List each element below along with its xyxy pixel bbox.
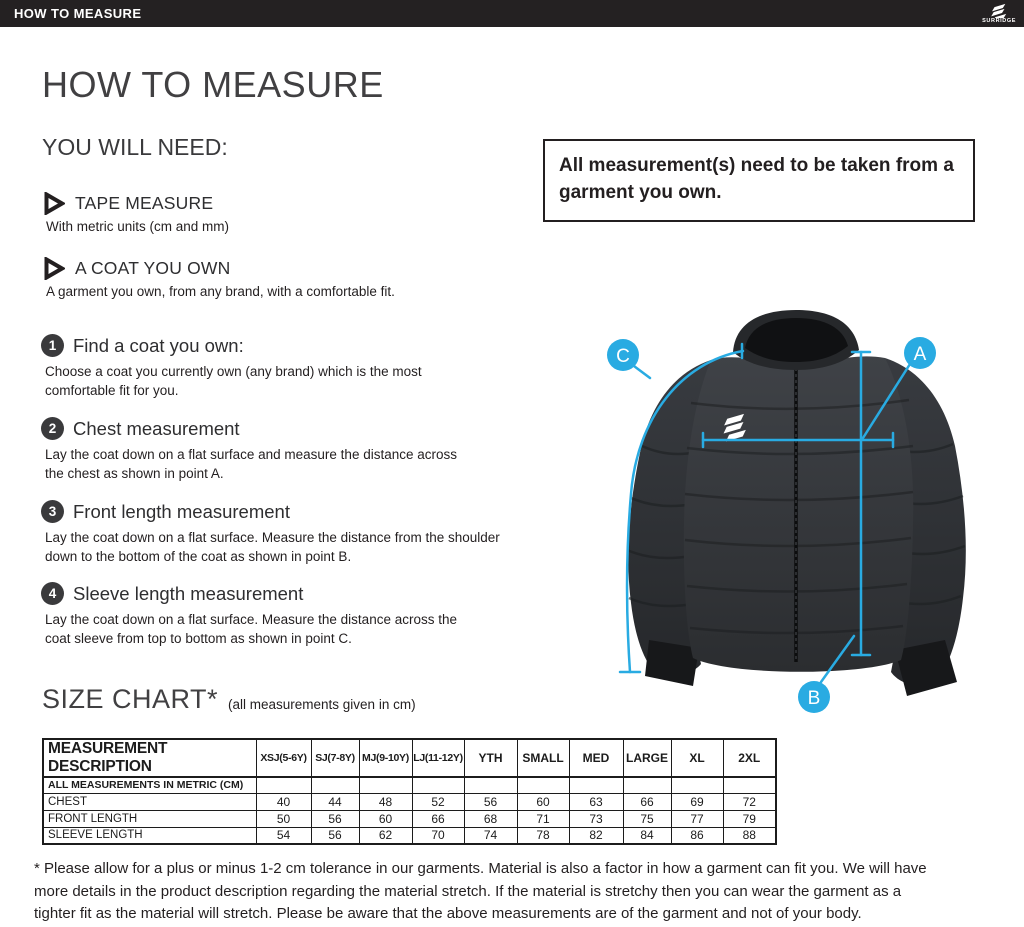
column-header: YTH (464, 739, 517, 777)
step-number-badge: 1 (41, 334, 64, 357)
column-header: SJ(7-8Y) (311, 739, 359, 777)
step-description: Lay the coat down on a flat surface and measure the distance across the chest as shown in point A. (45, 447, 457, 481)
column-header: LJ(11-12Y) (412, 739, 464, 777)
step-4 (41, 582, 521, 648)
table-row-chest: CHEST 40 44 48 52 56 60 63 66 69 72 (43, 793, 776, 810)
you-will-need-heading: YOU WILL NEED: (42, 134, 228, 160)
metric-note: ALL MEASUREMENTS IN METRIC (CM) (43, 777, 256, 793)
pointer-c-line (634, 366, 650, 378)
column-header: MEASUREMENT DESCRIPTION (43, 739, 256, 777)
svg-text:A: A (913, 344, 927, 365)
svg-text:B: B (807, 688, 821, 709)
size-chart-title: SIZE CHART* (42, 684, 219, 714)
triangle-bullet-icon (44, 257, 65, 280)
column-header: MED (569, 739, 623, 777)
step-3 (41, 500, 521, 566)
row-label: SLEEVE LENGTH (43, 827, 256, 844)
need-item-coat (44, 257, 395, 299)
size-chart-table (42, 738, 777, 845)
row-label: FRONT LENGTH (43, 810, 256, 827)
step-number-badge: 2 (41, 417, 64, 440)
tolerance-note: * Please allow for a plus or minus 1-2 cm tolerance in our garments. Material is also a factor in how a garment can fit you. We will have more details in the product description regarding the material stretch. If the material is stretchy then you can wear the garment as a tighter fit as the material will stretch. Please be aware that the above measurements are of the garment and not of your body. (34, 860, 927, 922)
step-2 (41, 417, 521, 483)
point-b-badge (798, 681, 830, 713)
step-title: Find a coat you own: (73, 334, 244, 356)
svg-text:C: C (616, 346, 630, 367)
size-chart-subtitle: (all measurements given in cm) (228, 697, 416, 712)
column-header: LARGE (623, 739, 671, 777)
step-title: Sleeve length measurement (73, 582, 304, 604)
jacket-measurement-diagram (563, 298, 1023, 718)
column-header: SMALL (517, 739, 569, 777)
brand-logo (982, 2, 1016, 25)
column-header: MJ(9-10Y) (359, 739, 412, 777)
column-header: XSJ(5-6Y) (256, 739, 311, 777)
point-c-badge (607, 339, 639, 371)
step-description: Lay the coat down on a flat surface. Measure the distance from the shoulder down to the bottom of the coat as shown in point B. (45, 530, 500, 564)
size-chart-header-row (43, 739, 776, 777)
notice-line: garment you own. (559, 182, 722, 203)
step-title: Front length measurement (73, 500, 290, 522)
need-item-desc: With metric units (cm and mm) (46, 219, 230, 234)
column-header: 2XL (723, 739, 776, 777)
need-item-tape-measure (44, 192, 229, 234)
surridge-s-icon (991, 3, 1008, 18)
step-1 (41, 334, 521, 400)
step-description: Choose a coat you currently own (any brand) which is the most comfortable fit for you. (45, 364, 422, 398)
column-header: XL (671, 739, 723, 777)
step-title: Chest measurement (73, 417, 240, 439)
step-description: Lay the coat down on a flat surface. Measure the distance across the coat sleeve from top to bottom as shown in point C. (45, 612, 457, 646)
table-row-sleeve-length: SLEEVE LENGTH 54 56 62 70 74 78 82 84 86 88 (43, 827, 776, 844)
point-a-badge (904, 337, 936, 369)
need-item-label: TAPE MEASURE (75, 193, 214, 213)
row-label: CHEST (43, 793, 256, 810)
jacket-collar (733, 310, 859, 370)
need-item-label: A COAT YOU OWN (75, 258, 231, 278)
page-title: HOW TO MEASURE (42, 64, 384, 105)
need-item-desc: A garment you own, from any brand, with a comfortable fit. (46, 284, 395, 299)
triangle-bullet-icon (44, 192, 65, 215)
metric-note-row (43, 777, 776, 793)
step-number-badge: 4 (41, 582, 64, 605)
table-row-front-length: FRONT LENGTH 50 56 60 66 68 71 73 75 77 79 (43, 810, 776, 827)
top-bar (0, 0, 1024, 27)
top-bar-title: HOW TO MEASURE (14, 6, 142, 21)
step-number-badge: 3 (41, 500, 64, 523)
jacket-body (684, 356, 913, 671)
notice-line: All measurement(s) need to be taken from a (559, 155, 954, 176)
notice-box (543, 139, 975, 222)
brand-name: SURRIDGE (982, 18, 1016, 25)
